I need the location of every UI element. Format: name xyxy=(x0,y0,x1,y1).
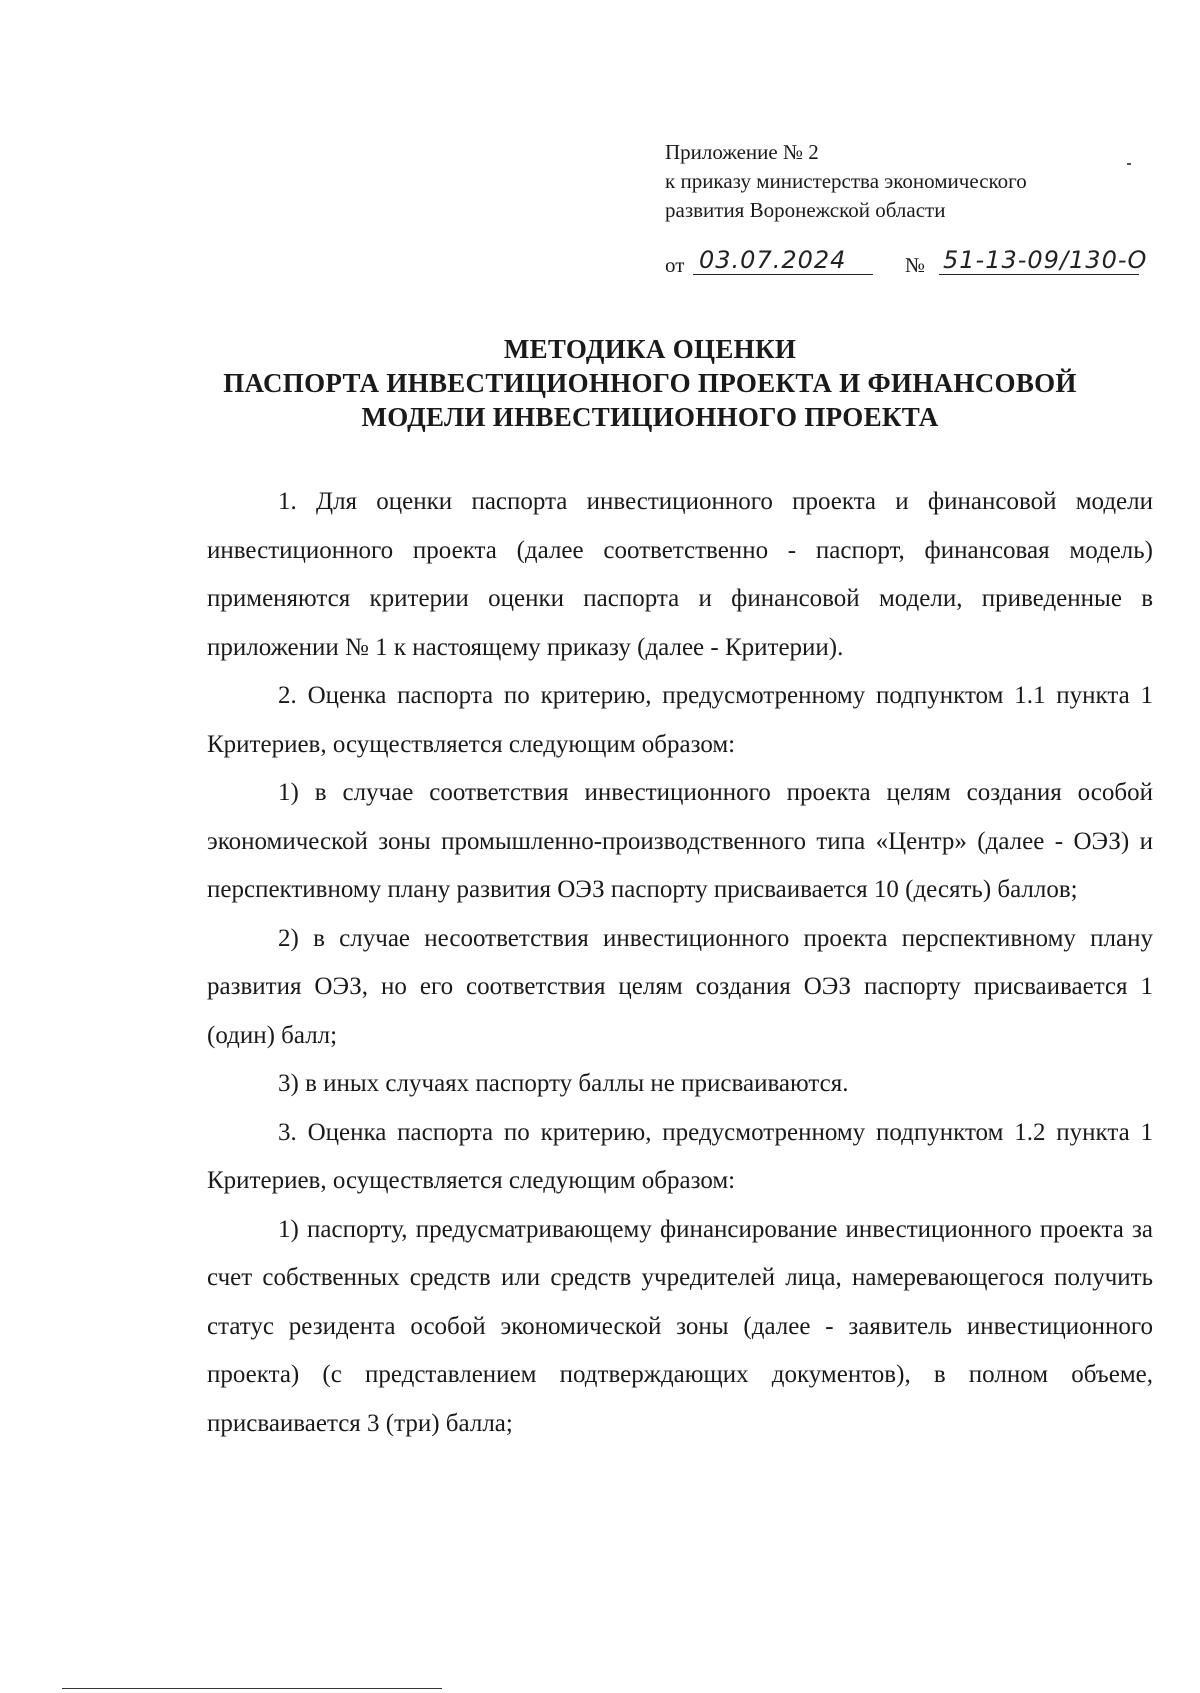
paragraph: 3. Оценка паспорта по критерию, предусмотренному подпунктом 1.2 пункта 1 Критериев, осуществляется следующим образом: xyxy=(207,1118,1153,1194)
appendix-order-ref: к приказу министерства экономического xyxy=(665,169,1027,193)
paragraph: 1. Для оценки паспорта инвестиционного проекта и финансовой модели инвестиционного проекта (далее соответственно - паспорт, финансовая модель) применяются критерии оценки паспорта и финансовой модели, приведенные в приложении № 1 к настоящему приказу (далее - Критерии). xyxy=(207,488,1153,661)
document-title xyxy=(180,332,1120,434)
paragraph: 3) в иных случаях паспорту баллы не присваиваются. xyxy=(278,1070,849,1097)
title-line-2: ПАСПОРТА ИНВЕСТИЦИОННОГО ПРОЕКТА И ФИНАНСОВОЙ xyxy=(223,368,1077,398)
paragraph: 2. Оценка паспорта по критерию, предусмотренному подпунктом 1.1 пункта 1 Критериев, осуществляется следующим образом: xyxy=(207,682,1153,758)
footer-rule xyxy=(62,1688,442,1689)
appendix-ministry: развития Воронежской области xyxy=(665,198,946,222)
title-line-1: МЕТОДИКА ОЦЕНКИ xyxy=(503,334,797,364)
scan-mark xyxy=(1127,163,1131,165)
paragraph: 1) паспорту, предусматривающему финансирование инвестиционного проекта за счет собственных средств или средств учредителей лица, намеревающегося получить статус резидента особой экономической зоны (далее - заявитель инвестиционного проекта) (с представлением подтверждающих документов), в полном объеме, присваивается 3 (три) балла; xyxy=(207,1215,1153,1437)
appendix-number: Приложение № 2 xyxy=(665,140,819,164)
document-body xyxy=(207,478,1153,1448)
title-line-3: МОДЕЛИ ИНВЕСТИЦИОННОГО ПРОЕКТА xyxy=(361,402,939,432)
paragraph: 2) в случае несоответствия инвестиционного проекта перспективному плану развития ОЭЗ, но его соответствия целям создания ОЭЗ паспорту присваивается 1 (один) балл; xyxy=(207,924,1153,1049)
handwritten-date: 03.07.2024 xyxy=(693,245,873,275)
date-prefix: от xyxy=(665,253,685,277)
paragraph: 1) в случае соответствия инвестиционного проекта целям создания особой экономической зоны промышленно-производственного типа «Центр» (далее - ОЭЗ) и перспективному плану развития ОЭЗ паспорту присваивается 10 (десять) баллов; xyxy=(207,779,1153,903)
appendix-header xyxy=(665,138,1135,225)
order-date-number xyxy=(665,245,1165,281)
handwritten-number: 51-13-09/130-О xyxy=(939,245,1139,275)
number-prefix: № xyxy=(905,253,926,277)
